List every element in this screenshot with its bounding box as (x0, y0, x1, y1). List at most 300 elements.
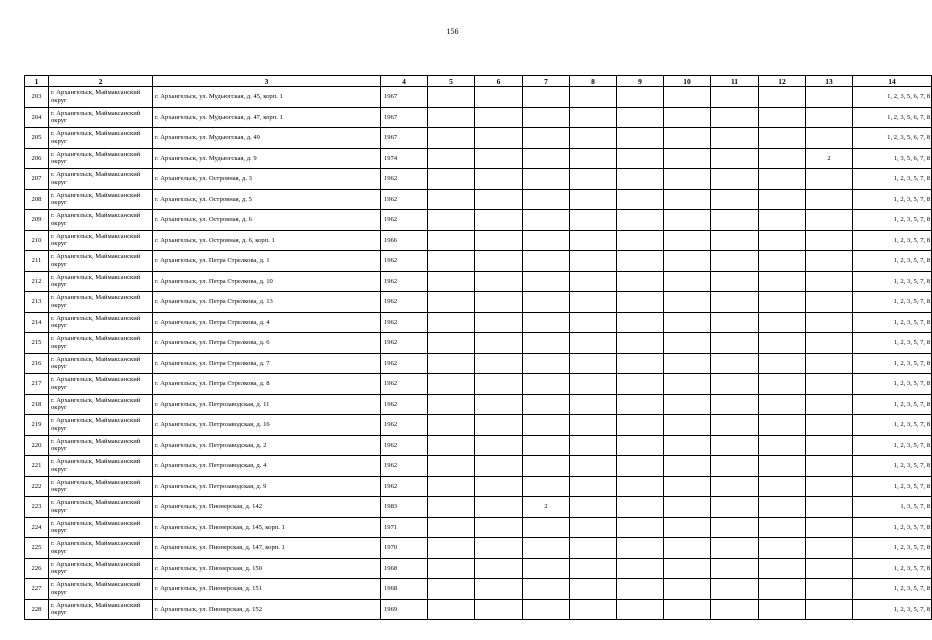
row-col-9 (617, 353, 664, 374)
row-location: г. Архангельск, Маймаксанский округ (49, 476, 153, 497)
row-location: г. Архангельск, Маймаксанский округ (49, 107, 153, 128)
row-year: 1970 (381, 538, 428, 559)
row-col-5 (428, 148, 475, 169)
row-col-10 (664, 435, 711, 456)
row-year: 1968 (381, 558, 428, 579)
row-col-10 (664, 374, 711, 395)
row-codes: 1, 2, 3, 5, 6, 7, 8 (853, 128, 932, 149)
table-row (25, 517, 932, 538)
row-col-9 (617, 558, 664, 579)
row-col-7 (523, 333, 570, 354)
row-col-9 (617, 374, 664, 395)
row-address: г. Архангельск, ул. Петра Стрелкова, д. 6 (153, 333, 381, 354)
row-col-6 (475, 292, 523, 313)
row-address: г. Архангельск, ул. Пионерская, д. 150 (153, 558, 381, 579)
row-year: 1974 (381, 148, 428, 169)
row-col-10 (664, 271, 711, 292)
row-number: 218 (25, 394, 49, 415)
row-col-12 (759, 312, 806, 333)
row-col-7 (523, 128, 570, 149)
row-location: г. Архангельск, Маймаксанский округ (49, 538, 153, 559)
row-col-5 (428, 312, 475, 333)
row-col-11 (711, 210, 759, 231)
row-col-12 (759, 579, 806, 600)
row-location: г. Архангельск, Маймаксанский округ (49, 374, 153, 395)
row-col-13 (806, 271, 853, 292)
column-header: 14 (853, 76, 932, 87)
row-col-13 (806, 599, 853, 620)
column-header: 10 (664, 76, 711, 87)
row-col-9 (617, 435, 664, 456)
column-header: 12 (759, 76, 806, 87)
row-col-9 (617, 87, 664, 108)
row-col-9 (617, 251, 664, 272)
row-col-7 (523, 599, 570, 620)
row-codes: 1, 2, 3, 5, 7, 8 (853, 374, 932, 395)
row-location: г. Архангельск, Маймаксанский округ (49, 189, 153, 210)
row-col-8 (570, 312, 617, 333)
row-col-13 (806, 517, 853, 538)
row-year: 1962 (381, 292, 428, 313)
row-codes: 1, 2, 3, 5, 7, 8 (853, 230, 932, 251)
row-col-8 (570, 292, 617, 313)
row-col-11 (711, 230, 759, 251)
row-col-8 (570, 251, 617, 272)
row-col-8 (570, 230, 617, 251)
row-codes: 1, 2, 3, 5, 7, 8 (853, 415, 932, 436)
row-location: г. Архангельск, Маймаксанский округ (49, 312, 153, 333)
row-col-10 (664, 394, 711, 415)
row-col-7 (523, 476, 570, 497)
table-header-row (25, 76, 932, 87)
row-col-8 (570, 415, 617, 436)
row-col-11 (711, 312, 759, 333)
row-col-10 (664, 230, 711, 251)
row-col-8 (570, 476, 617, 497)
row-year: 1962 (381, 476, 428, 497)
row-col-9 (617, 476, 664, 497)
row-location: г. Архангельск, Маймаксанский округ (49, 435, 153, 456)
table-row (25, 230, 932, 251)
row-col-8 (570, 169, 617, 190)
row-col-11 (711, 353, 759, 374)
row-year: 1966 (381, 230, 428, 251)
row-number: 214 (25, 312, 49, 333)
table-row (25, 497, 932, 518)
row-col-6 (475, 558, 523, 579)
row-year: 1962 (381, 271, 428, 292)
row-location: г. Архангельск, Маймаксанский округ (49, 251, 153, 272)
table-row (25, 87, 932, 108)
row-col-7 (523, 394, 570, 415)
row-col-11 (711, 415, 759, 436)
row-col-6 (475, 148, 523, 169)
row-col-5 (428, 579, 475, 600)
row-number: 221 (25, 456, 49, 477)
column-header: 6 (475, 76, 523, 87)
row-col-10 (664, 353, 711, 374)
row-codes: 1, 2, 3, 5, 7, 8 (853, 353, 932, 374)
row-col-12 (759, 271, 806, 292)
table-row (25, 312, 932, 333)
row-year: 1967 (381, 128, 428, 149)
row-col-6 (475, 353, 523, 374)
row-col-11 (711, 148, 759, 169)
row-col-10 (664, 456, 711, 477)
row-codes: 1, 2, 3, 5, 7, 8 (853, 517, 932, 538)
row-col-10 (664, 292, 711, 313)
row-col-7 (523, 87, 570, 108)
row-codes: 1, 2, 3, 5, 7, 8 (853, 394, 932, 415)
row-col-6 (475, 497, 523, 518)
row-codes: 1, 2, 3, 5, 7, 8 (853, 312, 932, 333)
row-col-6 (475, 333, 523, 354)
row-location: г. Архангельск, Маймаксанский округ (49, 558, 153, 579)
row-col-9 (617, 415, 664, 436)
row-location: г. Архангельск, Маймаксанский округ (49, 87, 153, 108)
row-col-8 (570, 148, 617, 169)
table-row (25, 558, 932, 579)
row-col-13 (806, 333, 853, 354)
row-number: 227 (25, 579, 49, 600)
row-col-7 (523, 210, 570, 231)
row-col-7: 2 (523, 497, 570, 518)
row-col-13 (806, 230, 853, 251)
row-codes: 1, 2, 3, 5, 7, 8 (853, 189, 932, 210)
row-col-8 (570, 87, 617, 108)
table-row (25, 394, 932, 415)
row-location: г. Архангельск, Маймаксанский округ (49, 128, 153, 149)
row-address: г. Архангельск, ул. Мудьюгская, д. 47, корп. 1 (153, 107, 381, 128)
row-col-8 (570, 558, 617, 579)
row-col-6 (475, 579, 523, 600)
row-col-12 (759, 148, 806, 169)
row-col-11 (711, 107, 759, 128)
row-col-9 (617, 169, 664, 190)
row-col-13 (806, 579, 853, 600)
row-col-6 (475, 128, 523, 149)
row-col-7 (523, 312, 570, 333)
row-location: г. Архангельск, Маймаксанский округ (49, 333, 153, 354)
row-col-6 (475, 476, 523, 497)
column-header: 11 (711, 76, 759, 87)
row-col-10 (664, 312, 711, 333)
table-row (25, 148, 932, 169)
row-number: 212 (25, 271, 49, 292)
row-col-6 (475, 312, 523, 333)
row-col-7 (523, 558, 570, 579)
row-col-7 (523, 292, 570, 313)
row-col-11 (711, 251, 759, 272)
row-col-9 (617, 107, 664, 128)
housing-registry-table (24, 75, 932, 620)
row-col-12 (759, 353, 806, 374)
row-col-12 (759, 538, 806, 559)
row-codes: 1, 2, 3, 5, 6, 7, 8 (853, 87, 932, 108)
row-col-5 (428, 271, 475, 292)
row-location: г. Архангельск, Маймаксанский округ (49, 456, 153, 477)
row-address: г. Архангельск, ул. Пионерская, д. 152 (153, 599, 381, 620)
table-row (25, 353, 932, 374)
row-col-9 (617, 579, 664, 600)
row-col-9 (617, 333, 664, 354)
row-col-5 (428, 87, 475, 108)
row-col-12 (759, 517, 806, 538)
row-col-13 (806, 374, 853, 395)
row-col-5 (428, 456, 475, 477)
row-year: 1962 (381, 374, 428, 395)
row-col-5 (428, 128, 475, 149)
row-location: г. Архангельск, Маймаксанский округ (49, 394, 153, 415)
row-codes: 1, 2, 3, 5, 7, 8 (853, 456, 932, 477)
row-col-5 (428, 189, 475, 210)
row-year: 1967 (381, 107, 428, 128)
row-number: 208 (25, 189, 49, 210)
row-col-9 (617, 210, 664, 231)
row-col-7 (523, 189, 570, 210)
row-col-11 (711, 333, 759, 354)
row-col-12 (759, 435, 806, 456)
row-address: г. Архангельск, ул. Петра Стрелкова, д. 4 (153, 312, 381, 333)
row-col-9 (617, 189, 664, 210)
column-header: 7 (523, 76, 570, 87)
row-col-6 (475, 87, 523, 108)
row-address: г. Архангельск, ул. Островная, д. 6 (153, 210, 381, 231)
row-col-10 (664, 87, 711, 108)
row-col-13 (806, 538, 853, 559)
row-col-10 (664, 128, 711, 149)
row-col-10 (664, 169, 711, 190)
row-col-5 (428, 107, 475, 128)
table-row (25, 189, 932, 210)
row-col-10 (664, 538, 711, 559)
row-col-11 (711, 394, 759, 415)
row-col-6 (475, 394, 523, 415)
row-col-8 (570, 374, 617, 395)
row-codes: 1, 2, 3, 5, 7, 8 (853, 435, 932, 456)
row-number: 207 (25, 169, 49, 190)
row-address: г. Архангельск, ул. Пионерская, д. 142 (153, 497, 381, 518)
row-col-12 (759, 415, 806, 436)
row-col-7 (523, 230, 570, 251)
row-col-6 (475, 599, 523, 620)
row-location: г. Архангельск, Маймаксанский округ (49, 292, 153, 313)
table-row (25, 107, 932, 128)
row-codes: 1, 2, 3, 5, 7, 8 (853, 292, 932, 313)
row-col-10 (664, 251, 711, 272)
row-col-11 (711, 292, 759, 313)
row-codes: 1, 2, 3, 5, 7, 8 (853, 169, 932, 190)
row-col-10 (664, 599, 711, 620)
row-codes: 1, 3, 5, 6, 7, 8 (853, 148, 932, 169)
row-col-5 (428, 251, 475, 272)
row-col-12 (759, 230, 806, 251)
row-codes: 1, 2, 3, 5, 7, 8 (853, 210, 932, 231)
table-row (25, 435, 932, 456)
row-col-11 (711, 435, 759, 456)
row-address: г. Архангельск, ул. Петра Стрелкова, д. 10 (153, 271, 381, 292)
row-col-8 (570, 210, 617, 231)
table-row (25, 128, 932, 149)
row-number: 222 (25, 476, 49, 497)
row-col-12 (759, 497, 806, 518)
row-col-5 (428, 435, 475, 456)
table-row (25, 210, 932, 231)
page-number: 156 (446, 27, 459, 36)
row-col-12 (759, 128, 806, 149)
row-col-5 (428, 292, 475, 313)
row-address: г. Архангельск, ул. Петра Стрелкова, д. 1 (153, 251, 381, 272)
column-header: 2 (49, 76, 153, 87)
row-col-11 (711, 128, 759, 149)
row-address: г. Архангельск, ул. Мудьюгская, д. 45, корп. 1 (153, 87, 381, 108)
row-col-8 (570, 538, 617, 559)
row-number: 210 (25, 230, 49, 251)
row-year: 1962 (381, 169, 428, 190)
row-year: 1962 (381, 353, 428, 374)
row-number: 205 (25, 128, 49, 149)
row-col-11 (711, 558, 759, 579)
row-col-10 (664, 558, 711, 579)
row-col-8 (570, 579, 617, 600)
row-location: г. Архангельск, Маймаксанский округ (49, 148, 153, 169)
row-codes: 1, 2, 3, 5, 7, 8 (853, 476, 932, 497)
row-col-7 (523, 456, 570, 477)
row-col-7 (523, 251, 570, 272)
row-col-6 (475, 169, 523, 190)
row-col-13 (806, 107, 853, 128)
row-col-5 (428, 599, 475, 620)
row-col-9 (617, 394, 664, 415)
row-col-13 (806, 353, 853, 374)
row-col-13 (806, 476, 853, 497)
row-location: г. Архангельск, Маймаксанский округ (49, 210, 153, 231)
row-col-6 (475, 230, 523, 251)
column-header: 8 (570, 76, 617, 87)
row-col-8 (570, 271, 617, 292)
row-col-6 (475, 517, 523, 538)
row-number: 215 (25, 333, 49, 354)
row-year: 1962 (381, 251, 428, 272)
row-col-13 (806, 415, 853, 436)
row-col-11 (711, 517, 759, 538)
row-col-5 (428, 415, 475, 436)
row-col-11 (711, 169, 759, 190)
row-col-11 (711, 374, 759, 395)
row-year: 1962 (381, 394, 428, 415)
row-year: 1962 (381, 415, 428, 436)
row-col-10 (664, 210, 711, 231)
row-col-7 (523, 107, 570, 128)
row-col-9 (617, 292, 664, 313)
row-number: 216 (25, 353, 49, 374)
row-col-8 (570, 353, 617, 374)
row-year: 1969 (381, 599, 428, 620)
row-col-9 (617, 599, 664, 620)
row-col-13 (806, 456, 853, 477)
row-location: г. Архангельск, Маймаксанский округ (49, 353, 153, 374)
row-col-12 (759, 292, 806, 313)
row-col-7 (523, 538, 570, 559)
row-col-12 (759, 374, 806, 395)
row-codes: 1, 2, 3, 5, 6, 7, 8 (853, 107, 932, 128)
row-year: 1962 (381, 456, 428, 477)
row-number: 220 (25, 435, 49, 456)
row-number: 203 (25, 87, 49, 108)
row-address: г. Архангельск, ул. Петра Стрелкова, д. 8 (153, 374, 381, 395)
row-col-13 (806, 497, 853, 518)
row-location: г. Архангельск, Маймаксанский округ (49, 517, 153, 538)
column-header: 13 (806, 76, 853, 87)
row-col-12 (759, 476, 806, 497)
row-location: г. Архангельск, Маймаксанский округ (49, 579, 153, 600)
row-address: г. Архангельск, ул. Мудьюгская, д. 9 (153, 148, 381, 169)
row-col-12 (759, 189, 806, 210)
row-col-12 (759, 394, 806, 415)
row-col-7 (523, 415, 570, 436)
row-col-6 (475, 251, 523, 272)
row-year: 1968 (381, 579, 428, 600)
row-col-5 (428, 497, 475, 518)
row-col-8 (570, 128, 617, 149)
row-col-6 (475, 435, 523, 456)
row-col-8 (570, 394, 617, 415)
row-number: 206 (25, 148, 49, 169)
row-address: г. Архангельск, ул. Островная, д. 5 (153, 189, 381, 210)
row-col-11 (711, 538, 759, 559)
row-col-5 (428, 394, 475, 415)
row-year: 1962 (381, 210, 428, 231)
row-location: г. Архангельск, Маймаксанский округ (49, 230, 153, 251)
table-row (25, 579, 932, 600)
row-col-11 (711, 87, 759, 108)
row-col-7 (523, 169, 570, 190)
table-row (25, 456, 932, 477)
row-col-8 (570, 517, 617, 538)
row-col-13 (806, 169, 853, 190)
row-number: 226 (25, 558, 49, 579)
row-col-6 (475, 189, 523, 210)
row-number: 209 (25, 210, 49, 231)
row-address: г. Архангельск, ул. Пионерская, д. 145, корп. 1 (153, 517, 381, 538)
row-number: 228 (25, 599, 49, 620)
row-col-10 (664, 579, 711, 600)
row-number: 213 (25, 292, 49, 313)
row-location: г. Архангельск, Маймаксанский округ (49, 271, 153, 292)
row-col-13 (806, 128, 853, 149)
row-year: 1962 (381, 189, 428, 210)
row-col-12 (759, 210, 806, 231)
row-col-8 (570, 599, 617, 620)
row-col-7 (523, 435, 570, 456)
row-col-10 (664, 107, 711, 128)
row-address: г. Архангельск, ул. Мудьюгская, д. 49 (153, 128, 381, 149)
row-col-11 (711, 579, 759, 600)
row-location: г. Архангельск, Маймаксанский округ (49, 169, 153, 190)
row-col-6 (475, 271, 523, 292)
row-number: 223 (25, 497, 49, 518)
row-col-9 (617, 517, 664, 538)
row-number: 219 (25, 415, 49, 436)
row-codes: 1, 2, 3, 5, 7, 8 (853, 538, 932, 559)
row-col-5 (428, 517, 475, 538)
row-number: 225 (25, 538, 49, 559)
row-col-5 (428, 558, 475, 579)
row-col-8 (570, 435, 617, 456)
row-col-10 (664, 517, 711, 538)
row-year: 1971 (381, 517, 428, 538)
row-col-9 (617, 456, 664, 477)
